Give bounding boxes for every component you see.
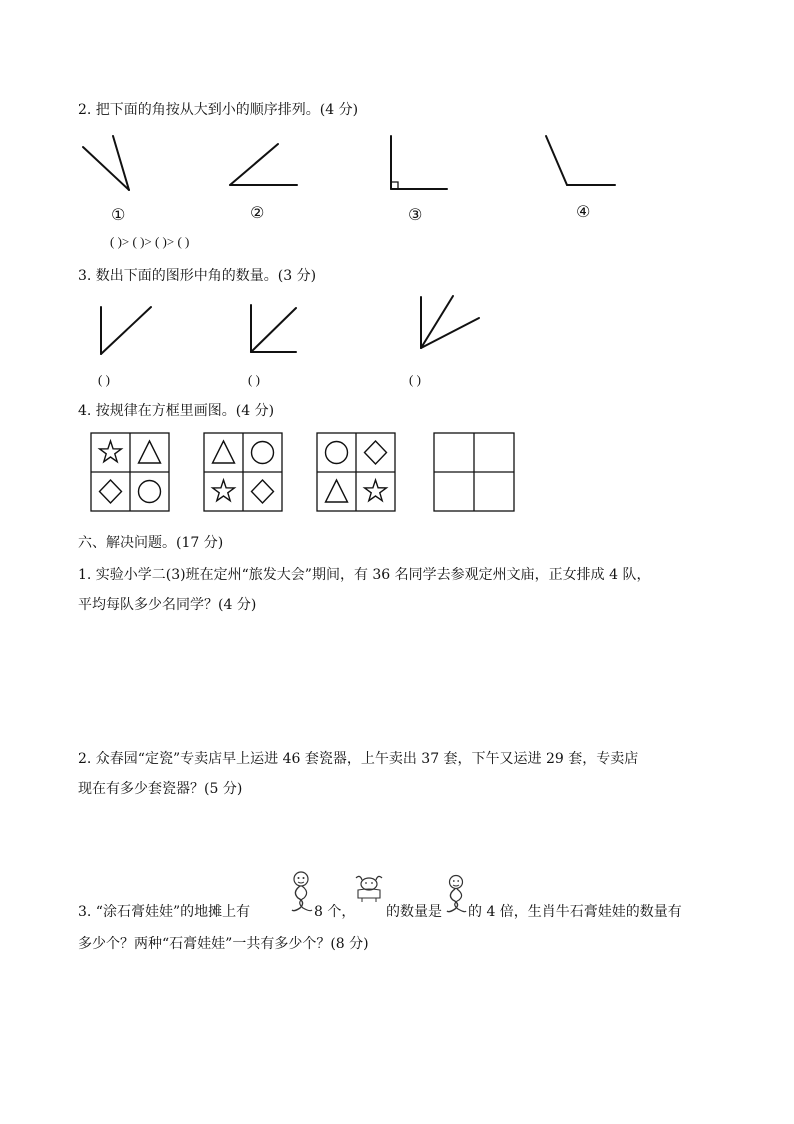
star-icon: [100, 441, 122, 462]
q3-blank-2[interactable]: ( ): [248, 372, 260, 387]
snake-doll-icon: [288, 870, 314, 916]
star-icon: [213, 480, 235, 501]
q3-blank-3[interactable]: ( ): [409, 372, 421, 387]
q3-blank-1[interactable]: ( ): [98, 372, 110, 387]
problem1-line2: 平均每队多少名同学？(4 分): [78, 597, 257, 613]
diamond-icon: [100, 480, 122, 503]
pattern-grid-1: [91, 433, 171, 513]
pattern-grid-2: [204, 433, 284, 513]
angle-label-1: ①: [111, 205, 126, 224]
diamond-icon: [252, 480, 274, 503]
angle-4: [540, 130, 620, 190]
q4-title: 4. 按规律在方框里画图。(4 分): [78, 403, 275, 419]
angle-label-4: ④: [576, 202, 591, 221]
snake-doll-icon: [444, 874, 468, 916]
section6-title: 六、解决问题。(17 分): [78, 535, 224, 551]
star-icon: [365, 480, 387, 501]
circle-icon: [252, 442, 274, 464]
diamond-icon: [365, 441, 387, 464]
figure-1: [96, 302, 156, 360]
angle-label-2: ②: [250, 203, 265, 222]
pattern-grid-answer[interactable]: [434, 433, 516, 513]
problem3-part-b: 8 个，: [314, 904, 356, 920]
triangle-icon: [139, 441, 161, 463]
angle-3: [384, 130, 454, 195]
problem3-line2: 多少个？两种“石膏娃娃”一共有多少个？(8 分): [78, 936, 369, 952]
figure-2: [246, 300, 301, 358]
angle-1: [80, 130, 140, 200]
circle-icon: [139, 481, 161, 503]
order-blanks[interactable]: ( )> ( )> ( )> ( ): [110, 234, 190, 249]
problem3-part-c: 的数量是: [386, 904, 442, 920]
circle-icon: [326, 442, 348, 464]
angle-2: [224, 138, 304, 193]
ox-doll-icon: [352, 872, 386, 904]
triangle-icon: [213, 441, 235, 463]
problem2-line2: 现在有多少套瓷器？(5 分): [78, 781, 243, 797]
problem2-line1: 2. 众春园“定瓷”专卖店早上运进 46 套瓷器，上午卖出 37 套，下午又运进 29 套，专卖店: [78, 751, 639, 767]
problem3-part-a: 3. “涂石膏娃娃”的地摊上有: [78, 904, 251, 920]
problem1-line1: 1. 实验小学二(3)班在定州“旅发大会”期间，有 36 名同学去参观定州文庙，正女排成 4 队，: [78, 567, 651, 583]
pattern-grid-3: [317, 433, 397, 513]
figure-3: [416, 292, 486, 354]
q3-title: 3. 数出下面的图形中角的数量。(3 分): [78, 268, 317, 284]
q2-title: 2. 把下面的角按从大到小的顺序排列。(4 分): [78, 102, 359, 118]
angle-label-3: ③: [408, 205, 423, 224]
triangle-icon: [326, 480, 348, 502]
problem3-part-d: 的 4 倍，生肖牛石膏娃娃的数量有: [468, 904, 682, 920]
